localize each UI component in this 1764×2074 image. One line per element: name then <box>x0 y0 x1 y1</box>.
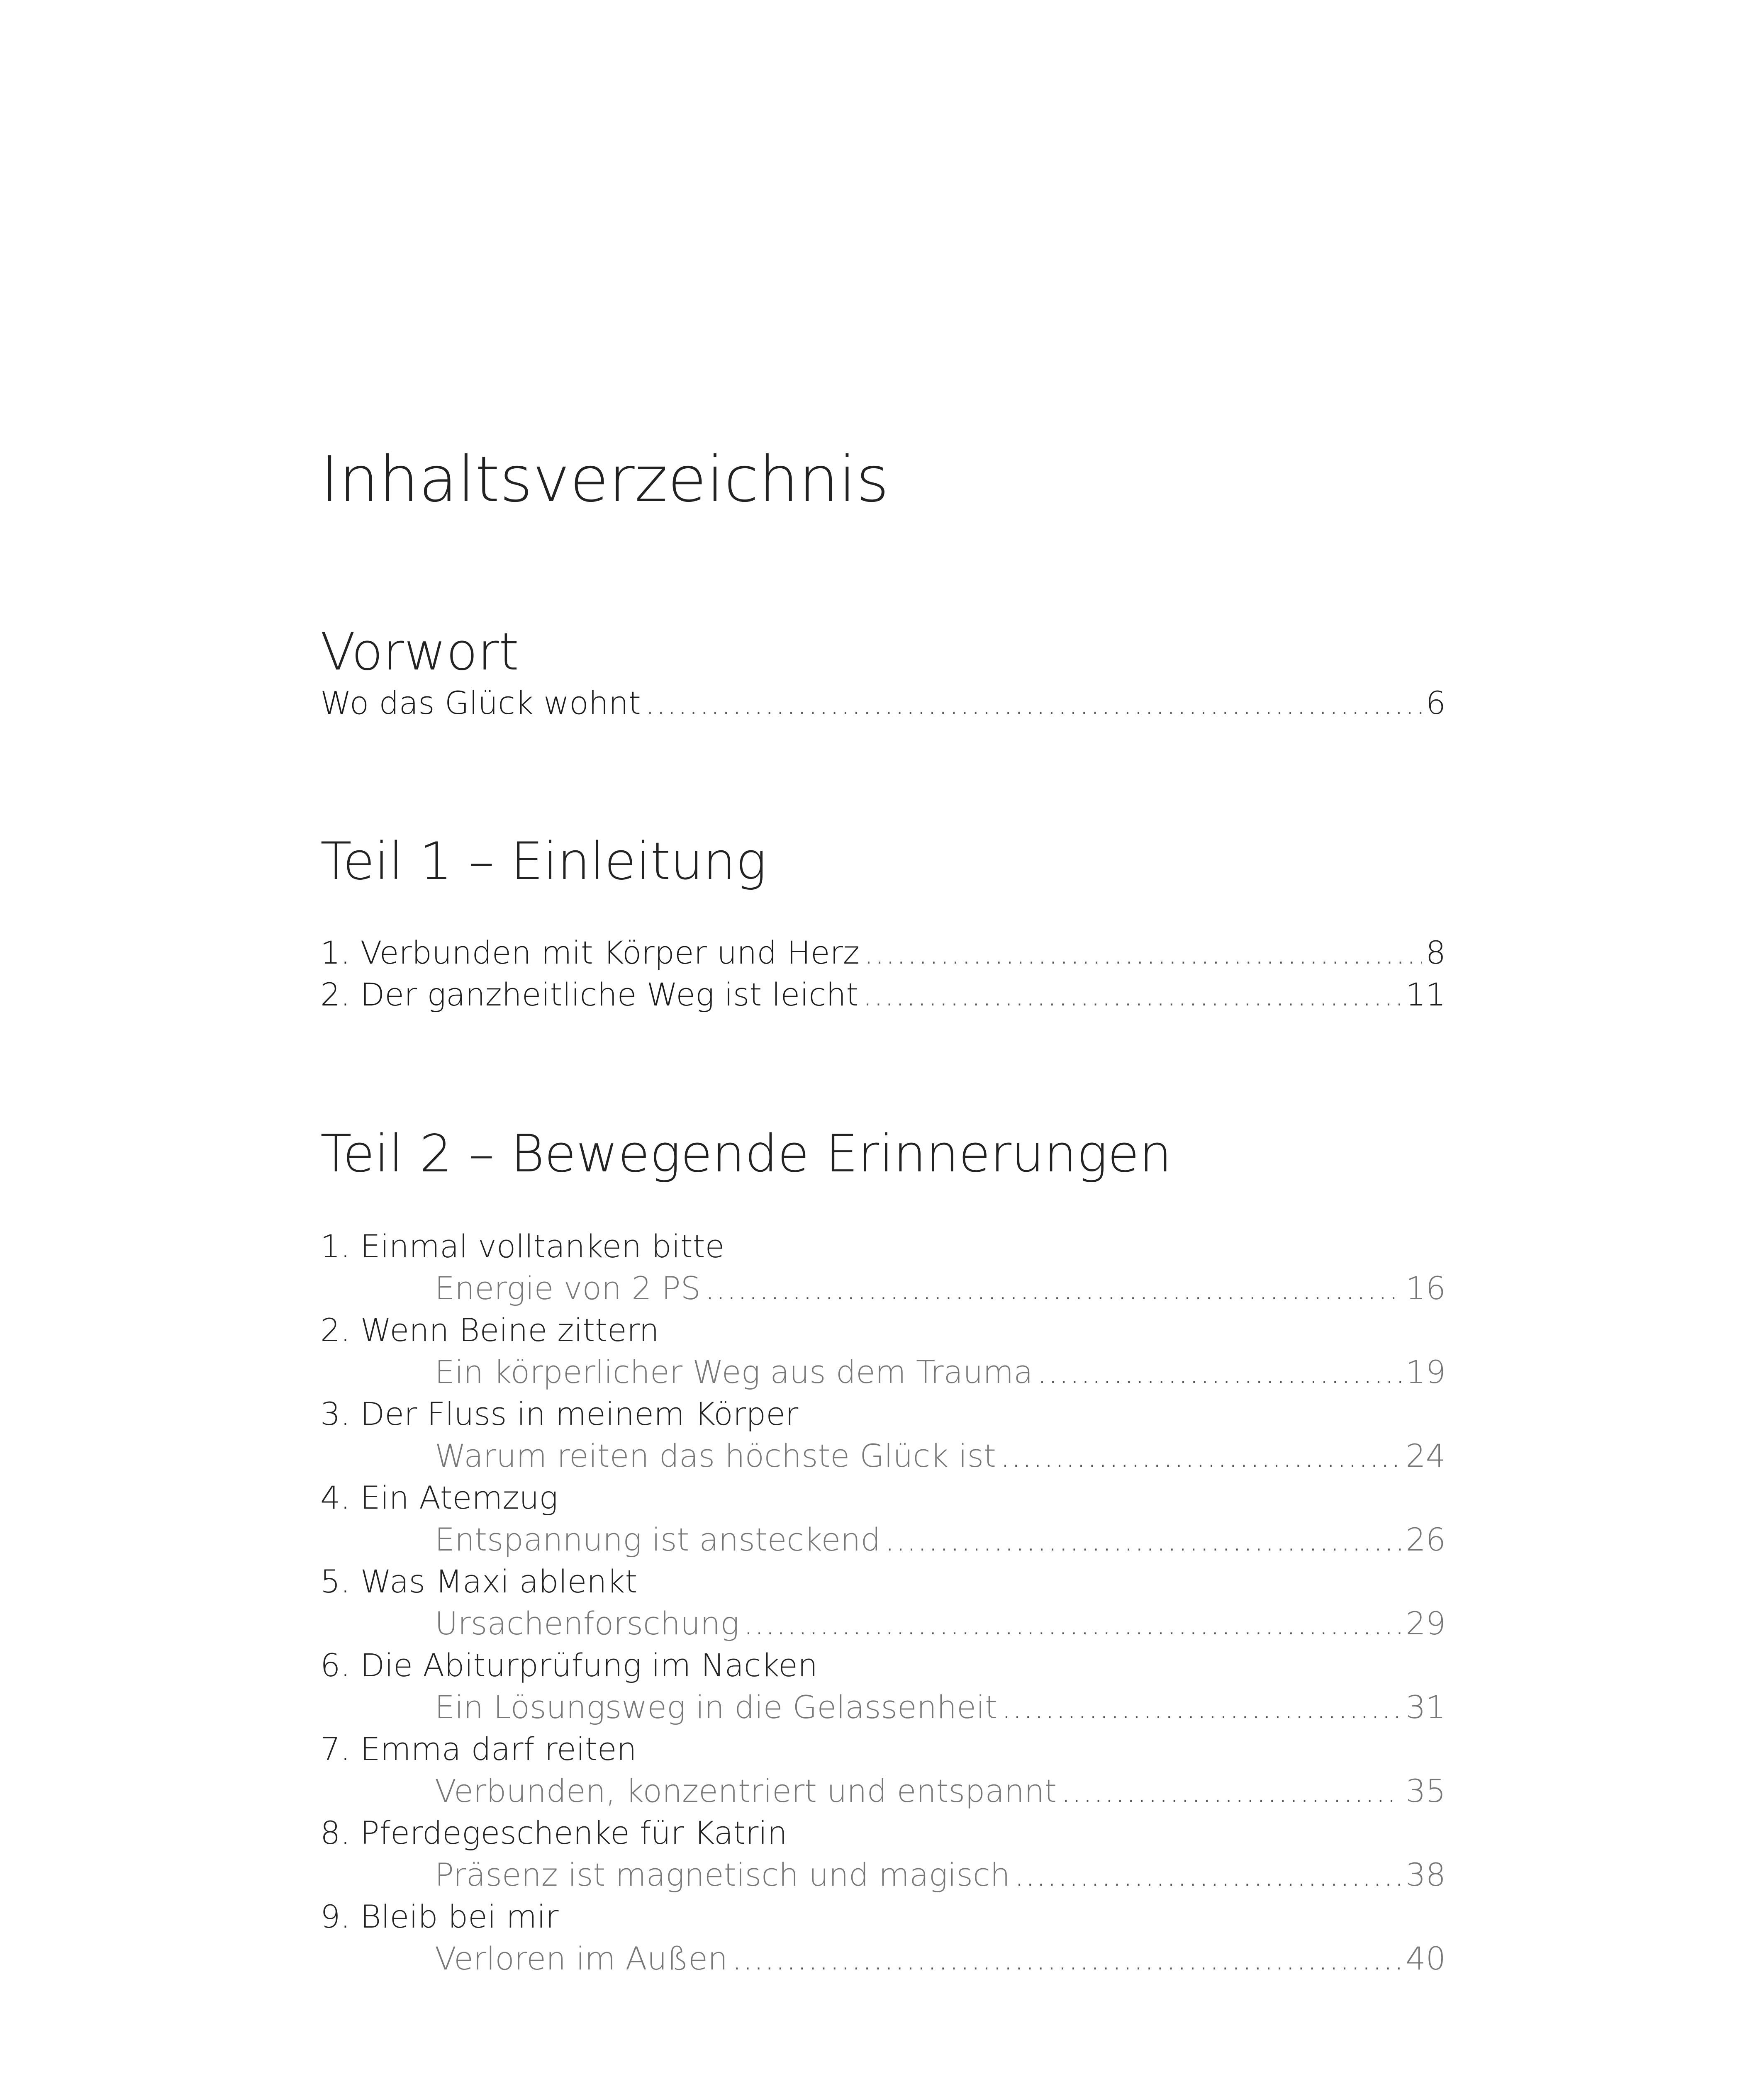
chapter-title-label: 6. Die Abiturprüfung im Nacken <box>320 1647 818 1684</box>
toc-entry-label: 2. Der ganzheitliche Weg ist leicht <box>320 976 859 1013</box>
page-title: Inhaltsverzeichnis <box>320 443 889 516</box>
dot-leader <box>1000 1435 1401 1477</box>
dot-leader <box>705 1268 1401 1309</box>
toc-entry-page: 40 <box>1406 1940 1446 1977</box>
dot-leader <box>1061 1770 1401 1812</box>
dot-leader <box>1001 1687 1401 1728</box>
chapter-title[interactable] <box>320 1477 1446 1519</box>
chapter-title-label: 8. Pferdegeschenke für Katrin <box>320 1814 787 1851</box>
toc-entry-page: 24 <box>1406 1437 1446 1474</box>
chapter-title[interactable] <box>320 1310 1446 1351</box>
chapter-subtitle: Verbunden, konzentriert und entspannt <box>435 1772 1057 1809</box>
chapter-title[interactable] <box>320 1645 1446 1686</box>
dot-leader <box>743 1603 1401 1644</box>
chapter-subtitle: Entspannung ist ansteckend <box>435 1521 881 1558</box>
toc-entry-page: 26 <box>1406 1521 1446 1558</box>
toc-entry-page: 29 <box>1406 1605 1446 1642</box>
chapter-title-label: 4. Ein Atemzug <box>320 1479 558 1516</box>
section-heading-teil-2: Teil 2 – Bewegende Erinnerungen <box>320 1124 1172 1184</box>
toc-entry[interactable] <box>435 1435 1446 1477</box>
chapter-title[interactable] <box>320 1393 1446 1435</box>
chapter-title[interactable] <box>320 1896 1446 1938</box>
chapter-title[interactable] <box>320 1561 1446 1602</box>
toc-entry-page: 19 <box>1406 1353 1446 1390</box>
toc-entry[interactable] <box>320 682 1446 724</box>
dot-leader <box>864 932 1422 974</box>
toc-entry-page: 38 <box>1406 1856 1446 1893</box>
chapter-subtitle: Energie von 2 PS <box>435 1270 701 1307</box>
chapter-title-label: 7. Emma darf reiten <box>320 1731 637 1767</box>
dot-leader <box>863 974 1401 1015</box>
chapter-title-label: 3. Der Fluss in meinem Körper <box>320 1395 799 1432</box>
toc-entry[interactable] <box>435 1770 1446 1812</box>
chapter-subtitle: Ursachenforschung <box>435 1605 739 1642</box>
chapter-title-label: 2. Wenn Beine zittern <box>320 1312 659 1349</box>
toc-entry-label: 1. Verbunden mit Körper und Herz <box>320 934 860 971</box>
toc-entry[interactable] <box>435 1687 1446 1728</box>
dot-leader <box>1014 1854 1401 1896</box>
chapter-title-label: 1. Einmal volltanken bitte <box>320 1228 725 1265</box>
chapter-subtitle: Präsenz ist magnetisch und magisch <box>435 1856 1010 1893</box>
chapter-subtitle: Ein Lösungsweg in die Gelassenheit <box>435 1689 997 1726</box>
toc-entry-page: 16 <box>1406 1270 1446 1307</box>
toc-entry[interactable] <box>435 1854 1446 1896</box>
chapter-title[interactable] <box>320 1812 1446 1854</box>
dot-leader <box>885 1519 1402 1560</box>
chapter-title[interactable] <box>320 1728 1446 1770</box>
dot-leader <box>645 682 1422 724</box>
section-heading-vorwort: Vorwort <box>320 622 519 682</box>
toc-entry[interactable] <box>435 1519 1446 1560</box>
chapter-title-label: 5. Was Maxi ablenkt <box>320 1563 638 1600</box>
chapter-subtitle: Verloren im Außen <box>435 1940 728 1977</box>
dot-leader <box>1037 1351 1401 1393</box>
section-heading-teil-1: Teil 1 – Einleitung <box>320 832 767 891</box>
toc-entry[interactable] <box>320 932 1446 974</box>
toc-entry-page: 35 <box>1406 1772 1446 1809</box>
toc-entry-page: 11 <box>1406 976 1446 1013</box>
chapter-title[interactable] <box>320 1226 1446 1267</box>
chapter-title-label: 9. Bleib bei mir <box>320 1898 559 1935</box>
toc-entry-page: 8 <box>1425 934 1446 971</box>
dot-leader <box>732 1938 1401 1979</box>
toc-entry-page: 6 <box>1425 684 1446 721</box>
toc-entry[interactable] <box>435 1268 1446 1309</box>
chapter-subtitle: Warum reiten das höchste Glück ist <box>435 1437 996 1474</box>
toc-entry-page: 31 <box>1406 1689 1446 1726</box>
toc-entry[interactable] <box>435 1938 1446 1979</box>
toc-entry-label: Wo das Glück wohnt <box>320 684 641 721</box>
chapter-subtitle: Ein körperlicher Weg aus dem Trauma <box>435 1353 1033 1390</box>
toc-entry[interactable] <box>435 1603 1446 1644</box>
toc-entry[interactable] <box>435 1351 1446 1393</box>
toc-entry[interactable] <box>320 974 1446 1015</box>
